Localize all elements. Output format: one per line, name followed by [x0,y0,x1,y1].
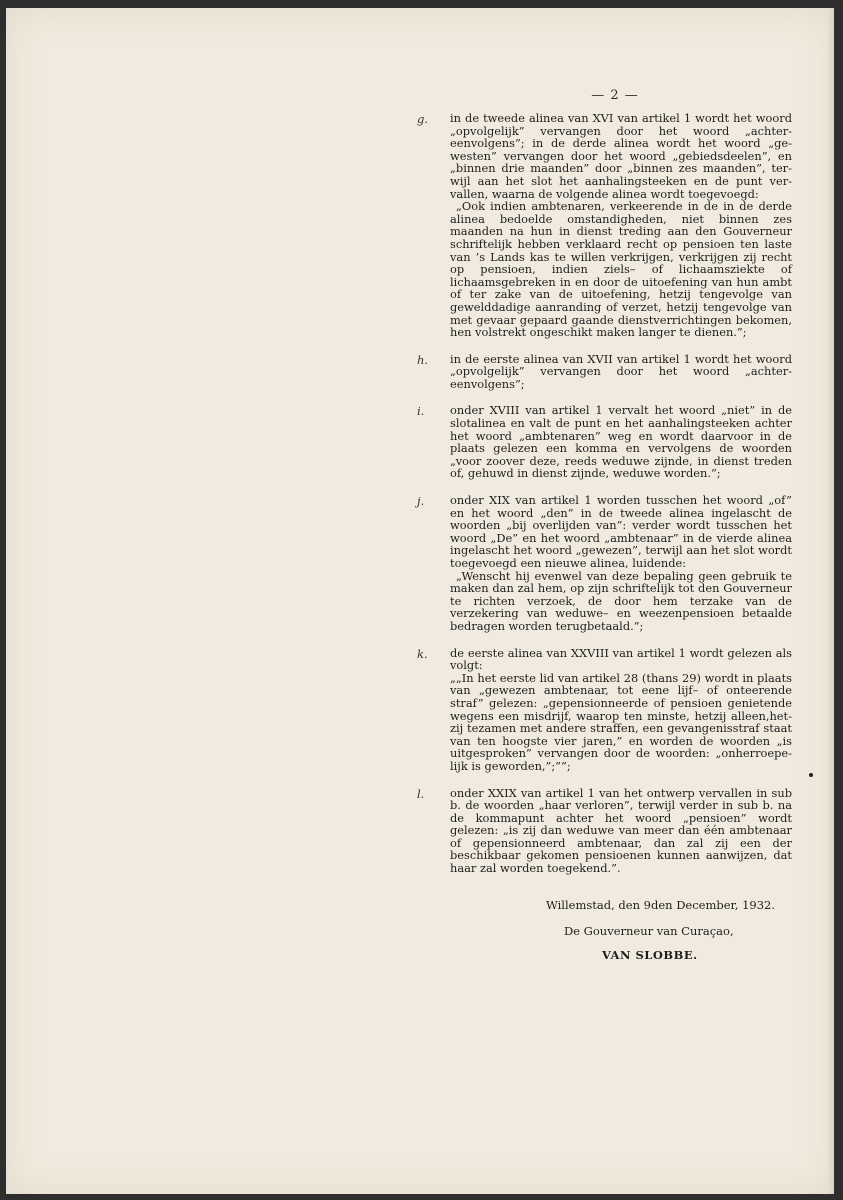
item-quote: „Ook indien ambtenaren, verkeerende in de in de derde alinea bedoelde omstandigheden, niet binnen zes maanden na hun in dienst treding aan den Gouverneur schriftelijk hebben verklaard recht op pensioen ten laste van ’s Lands kas te willen verkrijgen, verkrijgen zij recht op pensioen, indien ziels– of lichaamsziekte of lichaamsgebreken in en door de uitoefening van hun ambt of ter zake van de uitoefening, hetzij tengevolge van gewelddadige aanranding of verzet, hetzij tengevolge van met gevaar gepaard gaande dienstverrichtingen bekomen, hen volstrekt ongeschikt maken langer te dienen.”; [450,199,792,340]
ink-dot [809,773,813,777]
item-letter: k. [417,646,428,661]
amendment-item-i [417,403,792,481]
amendment-item-g [417,111,792,340]
signatory-name: VAN SLOBBE. [602,948,698,962]
item-paragraph: in de tweede alinea van XVI van artikel 1 wordt het woord „opvolgelijk” vervangen door het woord „achtereenvolgens”; in de derde alinea wordt het woord „gewesten” vervangen door het woord „gebiedsdeelen”, en „binnen drie maanden” door „binnen zes maanden”, terwijl aan het slot het aanhalingsteeken en de punt vervallen, waarna de volgende alinea wordt toegevoegd: [450,111,792,201]
item-letter: j. [417,494,425,509]
item-paragraph: onder XVIII van artikel 1 vervalt het woord „niet” in de slotalinea en valt de punt en het aanhalingsteeken achter het woord „ambtenaren” weg en wordt daarvoor in de plaats gelezen een komma en vervolgens de woorden „voor zoover deze, reeds weduwe zijnde, in dienst treden of, gehuwd in dienst zijnde, weduwe worden.”; [450,403,792,481]
page-number: — 2 — [591,88,639,103]
amendment-item-l [417,785,792,876]
amendment-item-j [417,493,792,633]
item-letter: g. [417,112,429,126]
place-date: Willemstad, den 9den December, 1932. [546,898,776,912]
item-quote: „„In het eerste lid van artikel 28 (thans 29) wordt in plaats van „gewezen ambtenaar, tot eene lijf– of onteerende straf” gelezen: „gepensionneerde of pensioen genietende wegens een misdrijf, waarop ten minste, hetzij alleen,hetzij tezamen met andere straffen, een gevangenisstraf staat van ten hoogste vier jaren,” en worden de woorden „is uitgesproken” vervangen door de woorden: „onherroepelijk is geworden,”;””; [450,670,792,773]
item-letter: i. [417,404,425,419]
item-letter: h. [417,352,429,367]
item-letter: l. [417,786,425,801]
amendment-item-h [417,351,792,391]
item-paragraph: onder XIX van artikel 1 worden tusschen het woord „of” en het woord „den” in de tweede alinea ingelascht de woorden „bij overlijden van”: verder wordt tusschen het woord „De” en het woord „ambtenaar” in de vierde alinea ingelascht het woord „gewezen”, terwijl aan het slot wordt toegevoegd een nieuwe alinea, luidende: [450,493,792,570]
amendment-item-k [417,645,792,773]
signature-block [420,898,792,962]
paper-edge [828,8,834,1194]
item-quote: „Wenscht hij evenwel van deze bepaling geen gebruik te maken dan zal hem, op zijn schriftelijk tot den Gouverneur te richten verzoek, de door hem terzake van de verzekering van weduwe– en weezenpensioen betaalde bedragen worden terugbetaald.”; [450,568,792,633]
amendment-list [417,111,792,889]
item-paragraph: onder XXIX van artikel 1 van het ontwerp vervallen in sub b. de woorden „haar verloren”, terwijl verder in sub b. na de kommapunt achter het woord „pensioen” wordt gelezen: „is zij dan weduwe van meer dan één ambtenaar of gepensionneerd ambtenaar, dan zal zij een der beschikbaar gekomen pensioenen kunnen aanwijzen, dat haar zal worden toegekend.”. [450,785,792,876]
item-paragraph: in de eerste alinea van XVII van artikel 1 wordt het woord „opvolgelijk” vervangen door het woord „achtereenvolgens”; [450,351,792,391]
signatory-title: De Gouverneur van Curaçao, [564,924,734,938]
item-paragraph: de eerste alinea van XXVIII van artikel 1 wordt gelezen als volgt: [450,645,792,673]
